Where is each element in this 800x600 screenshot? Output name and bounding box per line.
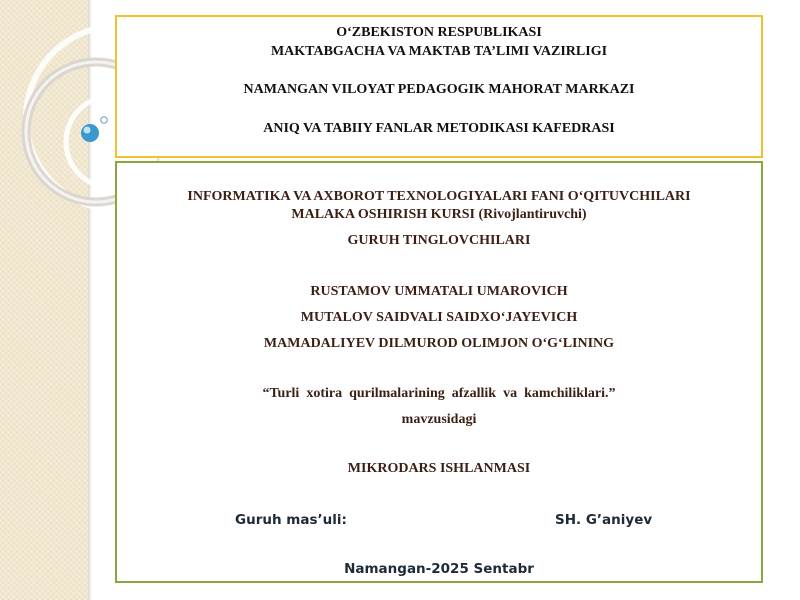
course-title-line2 (117, 207, 761, 223)
participant-name: MAMADALIYEV DILMUROD OLIMJON O‘G‘LINING (263, 336, 615, 351)
participant-name: MUTALOV SAIDVALI SAIDXO‘JAYEVICH (300, 310, 578, 325)
header-line-ministry: MAKTABGACHA VA MAKTAB TA’LIMI VAZIRLIGI (270, 44, 608, 59)
header-line-department: ANIQ VA TABIIY FANLAR METODIKASI KAFEDRASI (263, 121, 615, 136)
supervisor-name: SH. G’aniyev (555, 512, 653, 528)
small-ring-icon (101, 117, 107, 123)
institution-header-box (115, 15, 763, 158)
document-type: MIKRODARS ISHLANMASI (347, 461, 531, 476)
course-title-prefix: MALAKA OSHIRISH KURSI (291, 207, 479, 222)
supervisor-label: Guruh mas’uli: (235, 512, 347, 528)
title-page-box (115, 161, 763, 583)
header-line-republic: O‘ZBEKISTON RESPUBLIKASI (336, 25, 542, 40)
footer-place-date: Namangan-2025 Sentabr (344, 561, 534, 577)
group-label: GURUH TINGLOVCHILARI (347, 233, 531, 248)
course-title-suffix: (Rivojlantiruvchi) (478, 207, 587, 222)
strip-shadow (88, 0, 92, 600)
header-line-center: NAMANGAN VILOYAT PEDAGOGIK MAHORAT MARKAZI (243, 82, 635, 97)
topic-suffix: mavzusidagi (401, 412, 477, 427)
topic-title: “Turli xotira qurilmalarining afzallik va kamchiliklari.” (262, 386, 616, 401)
decorative-left-strip (0, 0, 88, 600)
participant-name: RUSTAMOV UMMATALI UMAROVICH (310, 284, 568, 299)
course-title-line1: INFORMATIKA VA AXBOROT TEXNOLOGIYALARI FANI O‘QITUVCHILARI (187, 189, 691, 204)
